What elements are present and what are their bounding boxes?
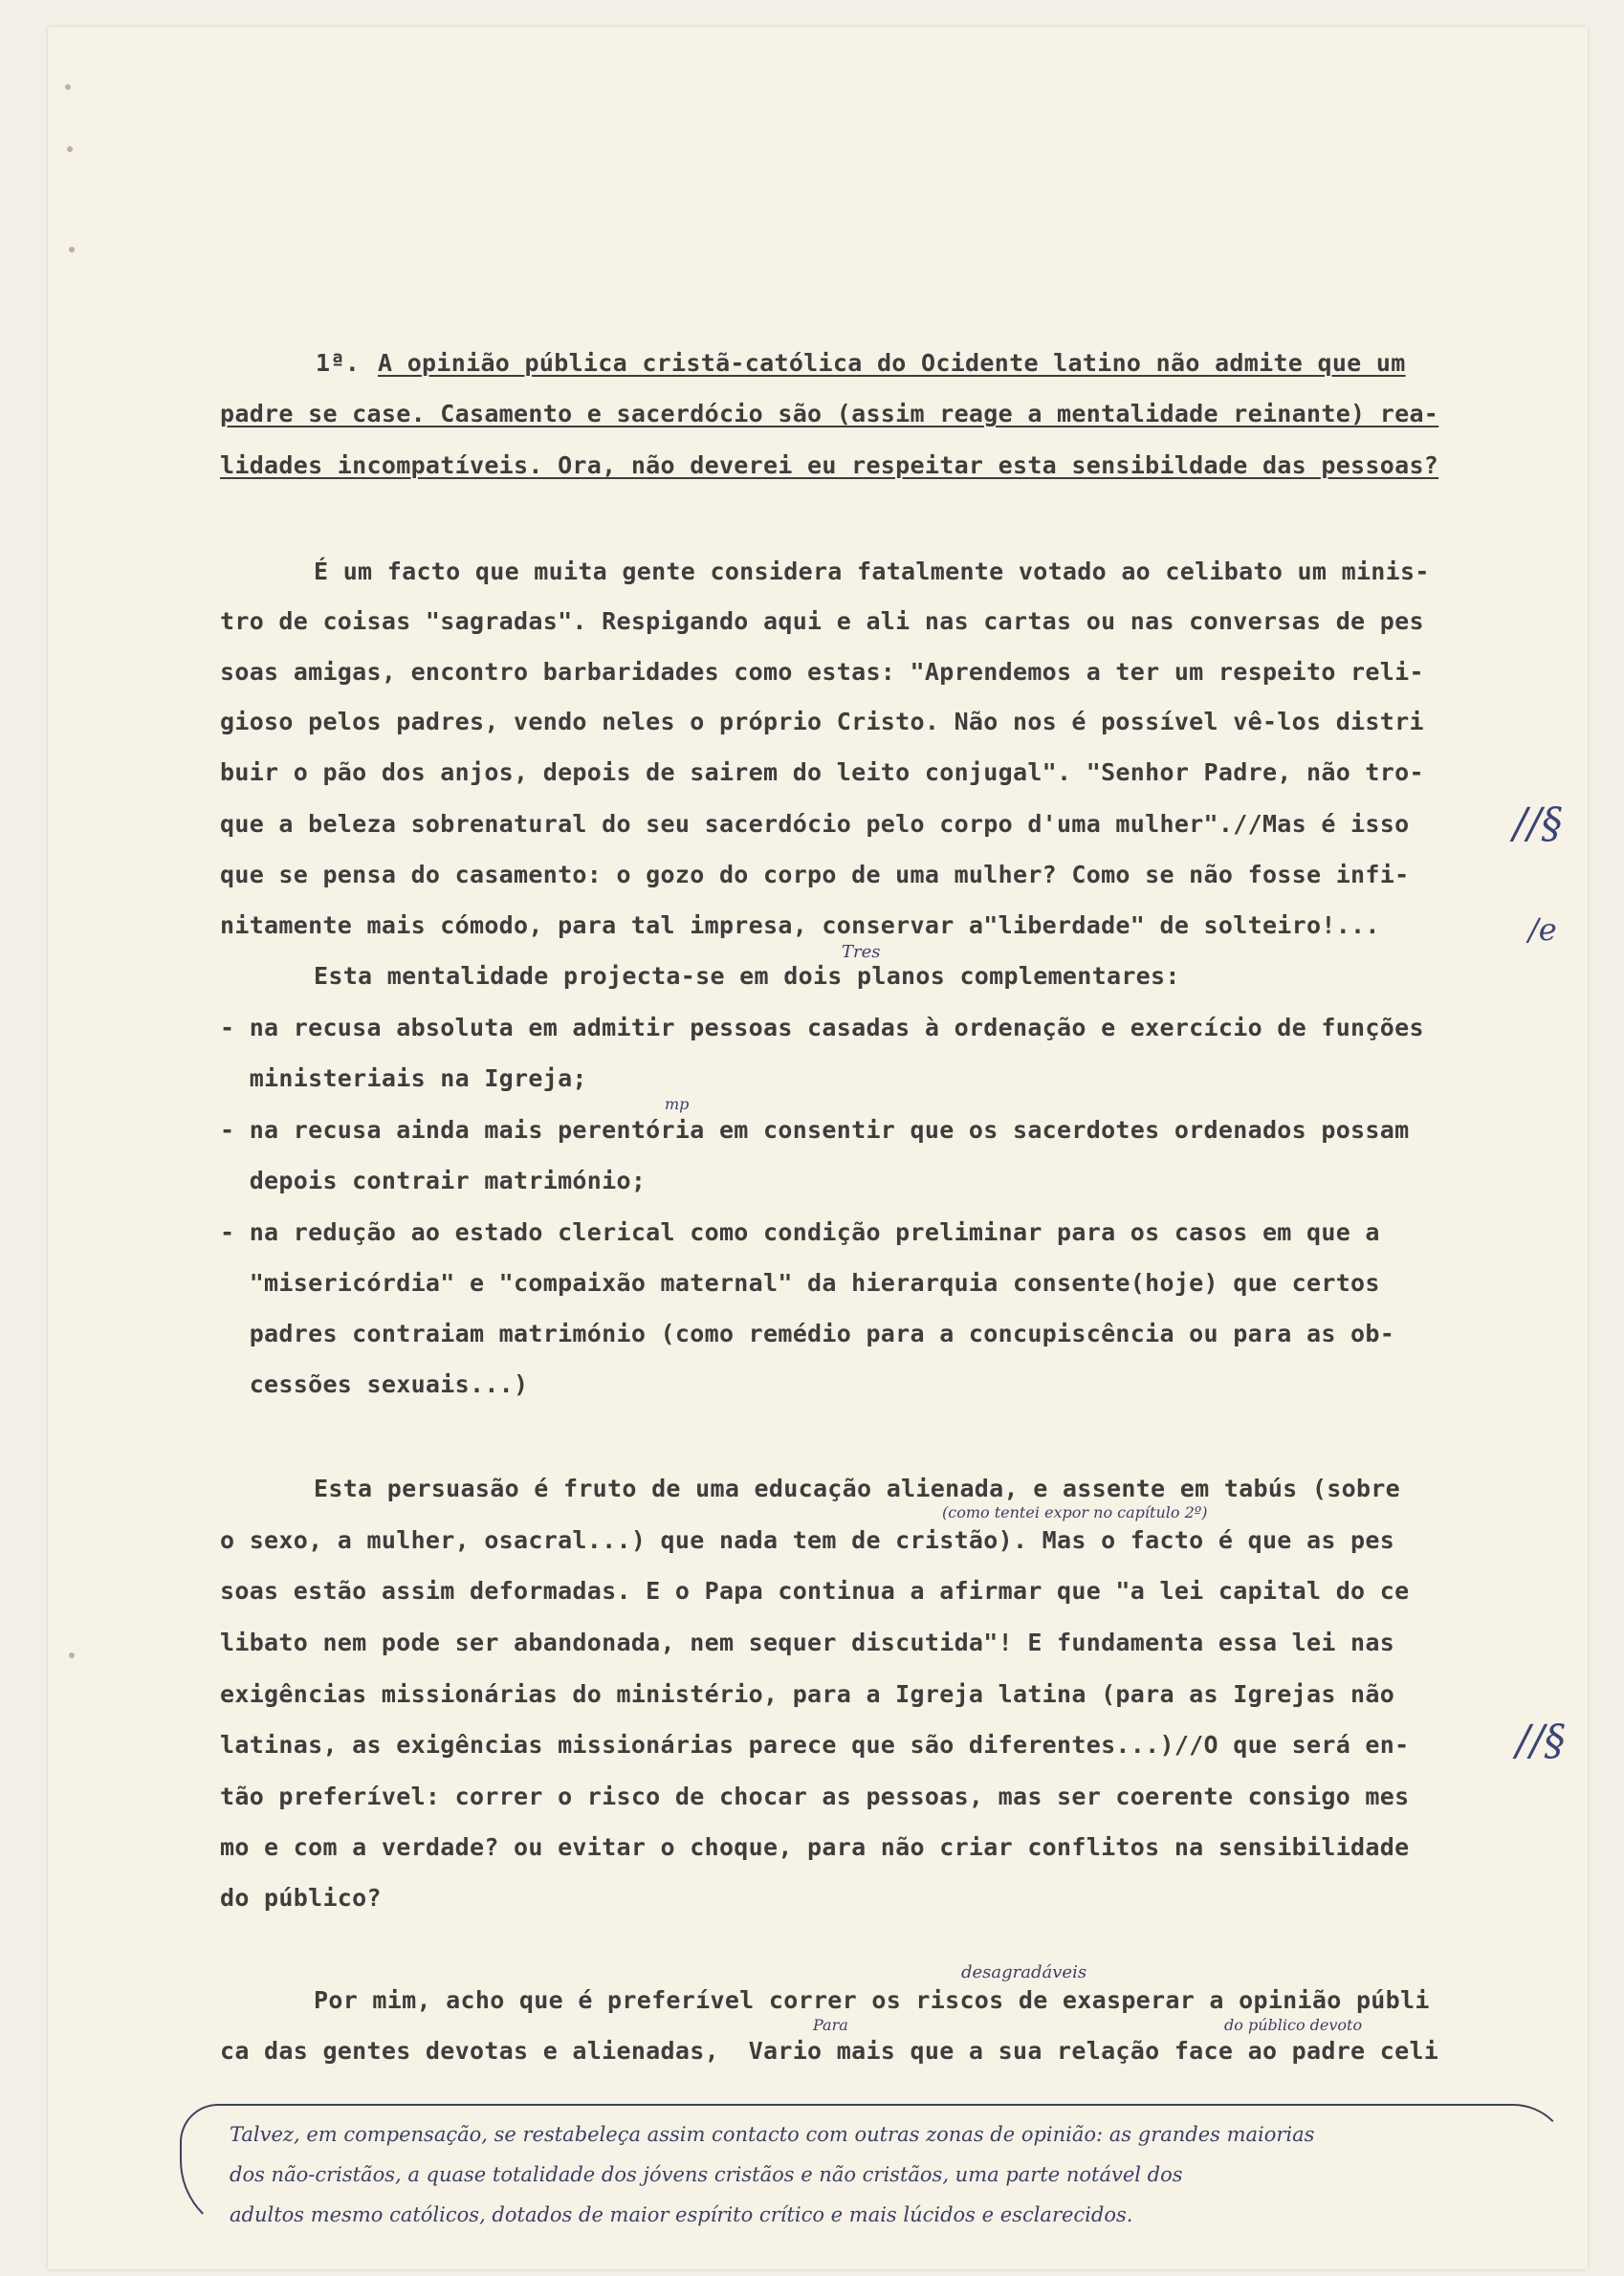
body-line: o sexo, a mulher, osacral...) que nada tem de cristão). Mas o facto é que as pes	[220, 1526, 1395, 1554]
list-item-line: - na redução ao estado clerical como condição preliminar para os casos em que a	[220, 1218, 1380, 1246]
list-item-line: - na recusa ainda mais perentória em consentir que os sacerdotes ordenados possam	[220, 1116, 1410, 1144]
punch-hole	[67, 146, 73, 152]
body-line: gioso pelos padres, vendo neles o próprio Cristo. Não nos é possível vê-los distri	[220, 708, 1424, 735]
handwritten-insert: Tres	[842, 942, 881, 962]
body-line: tão preferível: correr o risco de chocar as pessoas, mas ser coerente consigo mes	[220, 1783, 1410, 1810]
list-item-line: cessões sexuais...)	[220, 1370, 529, 1398]
handwritten-insert: mp	[665, 1095, 690, 1113]
body-line: É um facto que muita gente considera fatalmente votado ao celibato um minis-	[314, 558, 1430, 585]
list-item-line: padres contraiam matrimónio (como remédio para a concupiscência ou para as ob-	[220, 1320, 1395, 1347]
heading-line: lidades incompatíveis. Ora, não deverei eu respeitar esta sensibildade das pessoas?	[220, 451, 1439, 479]
bottom-note-line: dos não-cristãos, a quase totalidade dos jóvens cristãos e não cristãos, uma parte notável dos	[230, 2163, 1183, 2186]
heading-line: padre se case. Casamento e sacerdócio são (assim reage a mentalidade reinante) rea-	[220, 400, 1439, 427]
body-line: do público?	[220, 1884, 382, 1912]
margin-mark: //§	[1516, 1717, 1566, 1765]
body-line: que a beleza sobrenatural do seu sacerdócio pelo corpo d'uma mulher".//Mas é isso	[220, 810, 1410, 838]
body-line: buir o pão dos anjos, depois de sairem do leito conjugal". "Senhor Padre, não tro-	[220, 758, 1424, 786]
body-line: latinas, as exigências missionárias parece que são diferentes...)//O que será en-	[220, 1731, 1410, 1759]
body-line: soas estão assim deformadas. E o Papa continua a afirmar que "a lei capital do ce	[220, 1577, 1410, 1605]
punch-hole	[65, 84, 71, 90]
punch-hole	[69, 247, 75, 252]
heading-line: A opinião pública cristã-católica do Ocidente latino não admite que um	[378, 349, 1406, 377]
body-line: que se pensa do casamento: o gozo do corpo de uma mulher? Como se não fosse infi-	[220, 861, 1410, 888]
body-line: libato nem pode ser abandonada, nem sequer discutida"! E fundamenta essa lei nas	[220, 1629, 1395, 1656]
body-line: Esta mentalidade projecta-se em dois planos complementares:	[314, 962, 1180, 990]
body-line: Esta persuasão é fruto de uma educação alienada, e assente em tabús (sobre	[314, 1475, 1400, 1502]
list-item-line: depois contrair matrimónio;	[220, 1167, 647, 1194]
bottom-note-line: Talvez, em compensação, se restabeleça assim contacto com outras zonas de opinião: as grandes maiorias	[230, 2123, 1315, 2146]
handwritten-insert: desagradáveis	[961, 1962, 1087, 1982]
list-item-line: - na recusa absoluta em admitir pessoas casadas à ordenação e exercício de funções	[220, 1014, 1424, 1041]
body-line: exigências missionárias do ministério, para a Igreja latina (para as Igrejas não	[220, 1680, 1395, 1708]
body-line: nitamente mais cómodo, para tal impresa, conservar a"liberdade" de solteiro!...	[220, 911, 1380, 939]
punch-hole	[69, 1652, 75, 1658]
list-item-line: "misericórdia" e "compaixão maternal" da hierarquia consente(hoje) que certos	[220, 1269, 1380, 1297]
body-line: mo e com a verdade? ou evitar o choque, para não criar conflitos na sensibilidade	[220, 1833, 1410, 1861]
body-line: tro de coisas "sagradas". Respigando aqui e ali nas cartas ou nas conversas de pes	[220, 607, 1424, 635]
margin-mark: //§	[1513, 799, 1563, 848]
list-item-line: ministeriais na Igreja;	[220, 1064, 587, 1092]
bottom-note-line: adultos mesmo católicos, dotados de maior espírito crítico e mais lúcidos e esclarecidos.	[230, 2203, 1133, 2226]
heading-number: 1ª.	[316, 349, 361, 377]
body-line: ca das gentes devotas e alienadas, Vario mais que a sua relação face ao padre celi	[220, 2037, 1439, 2065]
body-line: Por mim, acho que é preferível correr os riscos de exasperar a opinião públi	[314, 1986, 1430, 2014]
handwritten-insert: (como tentei expor no capítulo 2º)	[942, 1503, 1208, 1521]
handwritten-insert: do público devoto	[1224, 2016, 1363, 2034]
body-line: soas amigas, encontro barbaridades como estas: "Aprendemos a ter um respeito reli-	[220, 658, 1424, 686]
margin-mark: /e	[1528, 911, 1557, 948]
handwritten-insert: Para	[813, 2016, 848, 2034]
